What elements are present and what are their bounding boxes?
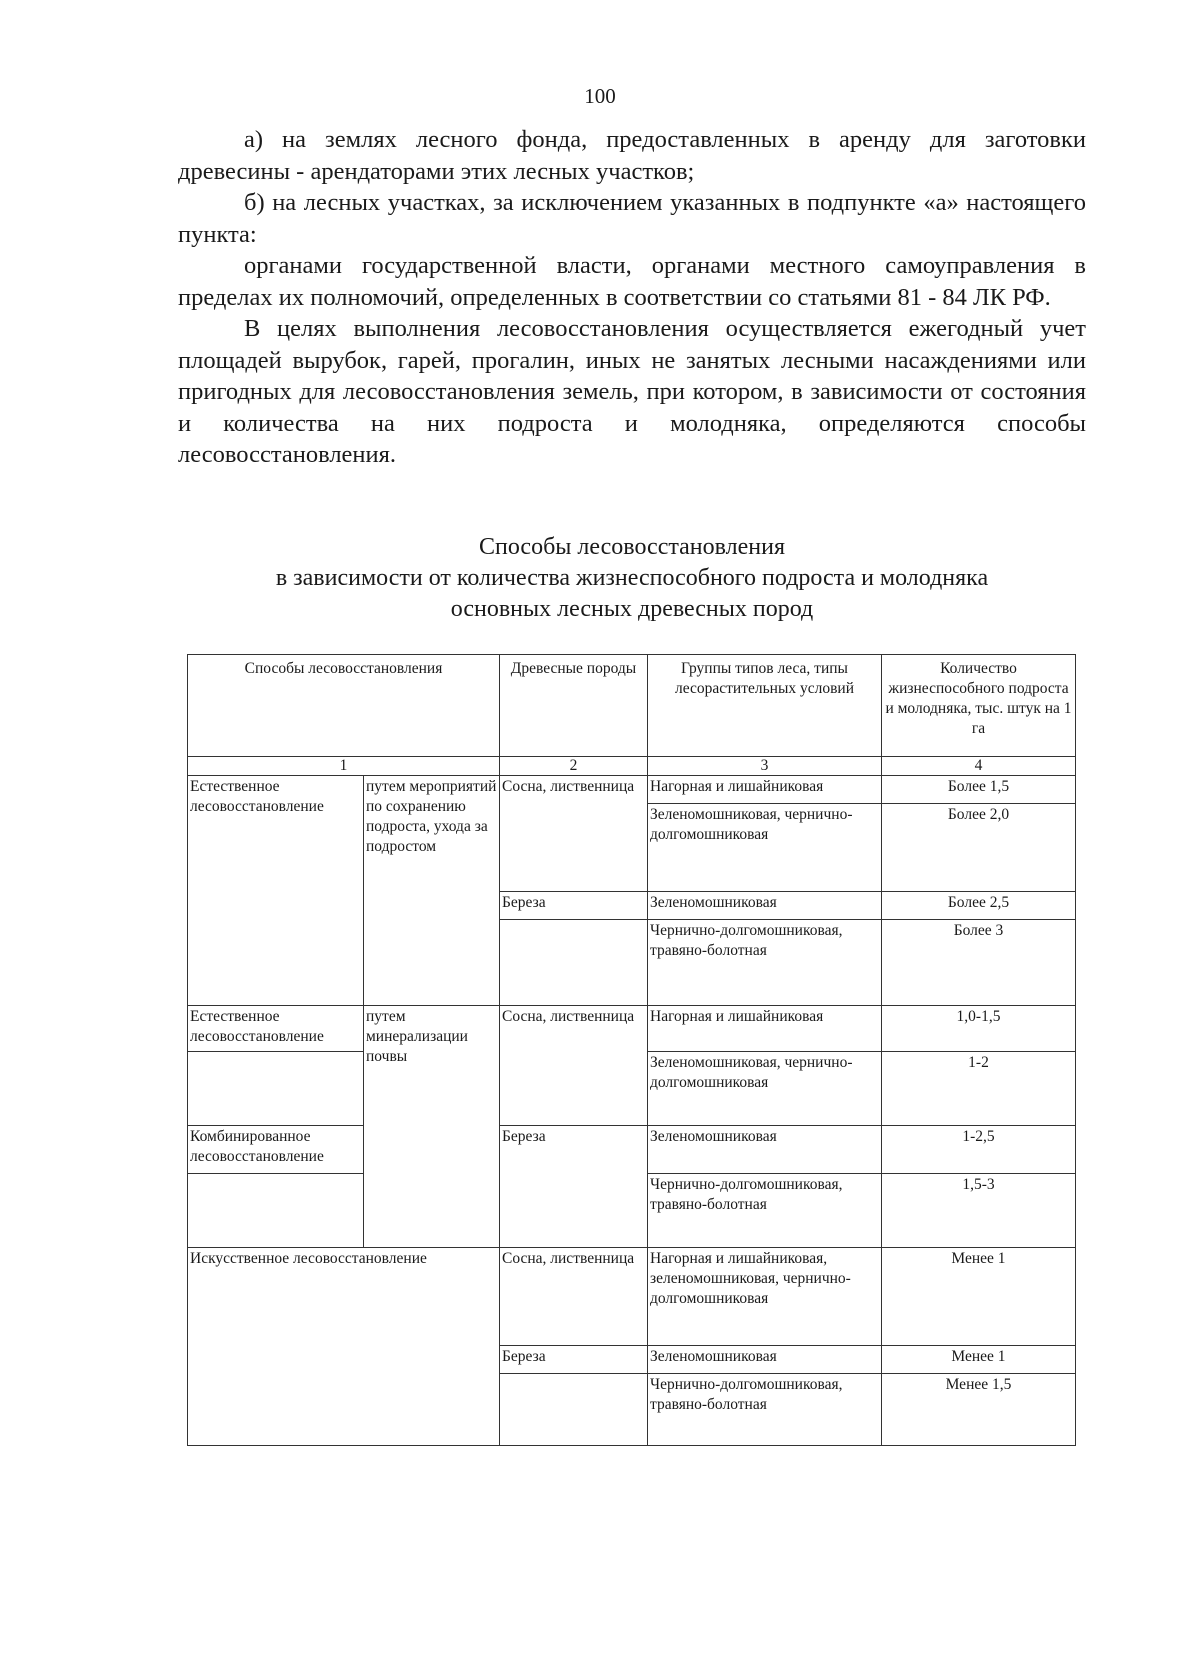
forest-group: Зеленомошниковая <box>648 892 882 920</box>
header-species: Древесные породы <box>500 655 648 757</box>
paragraph-b: б) на лесных участках, за исключением указанных в подпункте «а» настоящего пункта: <box>178 189 1086 248</box>
column-numbers-row <box>188 757 1076 776</box>
table-title <box>178 532 1086 625</box>
quantity-value: Более 3 <box>882 920 1076 1006</box>
species-pine-larch: Сосна, лиственница <box>500 776 648 892</box>
quantity-value: 1,5-3 <box>882 1174 1076 1248</box>
species-birch: Береза <box>500 1126 648 1248</box>
header-quantity: Количество жизнеспособного подроста и молодняка, тыс. штук на 1 га <box>882 655 1076 757</box>
paragraph-accounting: В целях выполнения лесовосстановления осуществляется ежегодный учет площадей вырубок, гарей, прогалин, иных не занятых лесными насаждениями или пригодных для лесовосстановления земель, при котором, в зависимости от состояния и количества на них подроста и молодняка, определяются способы лесовосстановления. <box>178 315 1086 468</box>
forest-group: Зеленомошниковая <box>648 1126 882 1174</box>
body-text <box>178 124 1086 471</box>
forest-group: Чернично-долгомошниковая, травяно-болотная <box>648 1374 882 1446</box>
forest-group: Нагорная и лишайниковая, зеленомошниковая, чернично-долгомошниковая <box>648 1248 882 1346</box>
forest-group: Чернично-долгомошниковая, травяно-болотная <box>648 920 882 1006</box>
forest-group: Зеленомошниковая, чернично-долгомошниковая <box>648 804 882 892</box>
header-methods: Способы лесовосстановления <box>188 655 500 757</box>
method-natural: Естественное лесовосстановление <box>188 1006 364 1052</box>
paragraph-authorities: органами государственной власти, органами местного самоуправления в пределах их полномочий, определенных в соответствии со статьями 81 - 84 ЛК РФ. <box>178 252 1086 311</box>
header-forest-groups: Группы типов леса, типы лесорастительных условий <box>648 655 882 757</box>
species-empty <box>500 920 648 1006</box>
species-pine-larch: Сосна, лиственница <box>500 1248 648 1346</box>
quantity-value: Более 2,0 <box>882 804 1076 892</box>
table-row <box>188 1126 1076 1174</box>
table-row <box>188 1248 1076 1346</box>
table-row <box>188 776 1076 804</box>
forest-group: Нагорная и лишайниковая <box>648 1006 882 1052</box>
forest-group: Зеленомошниковая, чернично-долгомошниковая <box>648 1052 882 1126</box>
means-mineralization: путем минерализации почвы <box>364 1006 500 1248</box>
table-title-line-3: основных лесных древесных пород <box>450 596 814 622</box>
quantity-value: Менее 1 <box>882 1248 1076 1346</box>
table-title-line-1: Способы лесовосстановления <box>478 534 786 560</box>
paragraph-a: а) на землях лесного фонда, предоставленных в аренду для заготовки древесины - арендаторами этих лесных участков; <box>178 126 1086 185</box>
species-pine-larch: Сосна, лиственница <box>500 1006 648 1126</box>
table-header-row <box>188 655 1076 757</box>
column-number: 1 <box>188 757 500 776</box>
method-artificial: Искусственное лесовосстановление <box>188 1248 500 1446</box>
column-number: 2 <box>500 757 648 776</box>
method-natural: Естественное лесовосстановление <box>188 776 364 1006</box>
species-birch: Береза <box>500 892 648 920</box>
quantity-value: Более 2,5 <box>882 892 1076 920</box>
species-birch: Береза <box>500 1346 648 1374</box>
table-row <box>188 1006 1076 1052</box>
column-number: 3 <box>648 757 882 776</box>
quantity-value: 1-2 <box>882 1052 1076 1126</box>
forest-group: Зеленомошниковая <box>648 1346 882 1374</box>
quantity-value: Более 1,5 <box>882 776 1076 804</box>
quantity-value: 1-2,5 <box>882 1126 1076 1174</box>
means-preservation: путем мероприятий по сохранению подроста, ухода за подростом <box>364 776 500 1006</box>
forest-group: Чернично-долгомошниковая, травяно-болотная <box>648 1174 882 1248</box>
quantity-value: Менее 1 <box>882 1346 1076 1374</box>
forest-group: Нагорная и лишайниковая <box>648 776 882 804</box>
page-number: 100 <box>584 84 616 108</box>
species-empty <box>500 1374 648 1446</box>
method-combined: Комбинированное лесовосстановление <box>188 1126 364 1174</box>
quantity-value: 1,0-1,5 <box>882 1006 1076 1052</box>
quantity-value: Менее 1,5 <box>882 1374 1076 1446</box>
method-empty <box>188 1174 364 1248</box>
method-empty <box>188 1052 364 1126</box>
column-number: 4 <box>882 757 1076 776</box>
reforestation-methods-table <box>187 654 1076 1446</box>
table-title-line-2: в зависимости от количества жизнеспособного подроста и молодняка <box>275 565 989 591</box>
